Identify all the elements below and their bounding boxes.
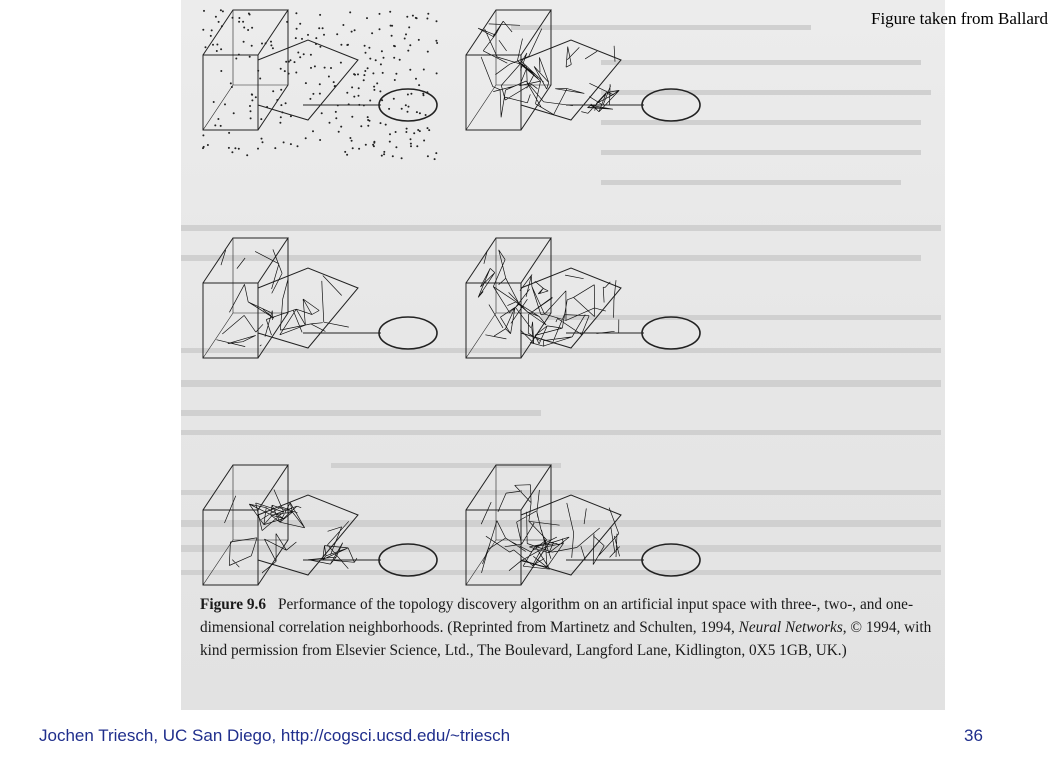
panel-r2c1 [203,238,437,358]
topology-figure [181,0,945,590]
panel-r1c2 [466,10,700,130]
panel-r1c1 [202,9,438,160]
caption-text-1: Performance of the topology discovery algorithm on an artificial input space with three-, two-, and one-dimensional correlation neighborhoods. (Reprinted from Martinetz and Schulten, 1994, [200,596,914,636]
page-number: 36 [964,726,983,745]
panel-r3c1 [203,465,437,585]
footer-author: Jochen Triesch, UC San Diego, http://cogsci.ucsd.edu/~triesch [39,726,511,745]
figure-label: Figure 9.6 [200,596,266,613]
caption-journal: Neural Networks [738,619,843,636]
caption-text-2: , © 1994, with kind permission from Elsevier Science, Ltd., The Boulevard, Langford Lane, Kidlington, 0X5 1GB, UK.) [200,619,932,659]
figure-credit: Figure taken from Ballard [871,9,1048,28]
panel-r3c2 [466,465,700,585]
figure-caption [200,593,940,662]
panel-r2c2 [466,238,700,358]
